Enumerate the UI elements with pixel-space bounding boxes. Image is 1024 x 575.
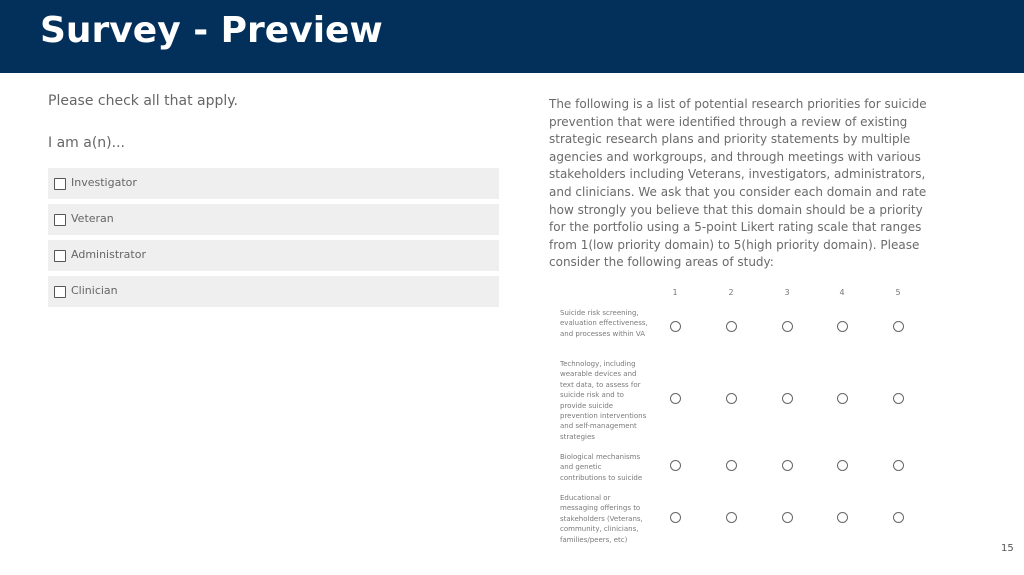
scale-label-5: 5	[895, 288, 901, 297]
checkbox-icon[interactable]	[54, 286, 66, 298]
radio-row4-4[interactable]	[837, 512, 848, 523]
radio-row2-5[interactable]	[893, 393, 904, 404]
scale-label-3: 3	[784, 288, 790, 297]
option-label: Clinician	[71, 284, 118, 297]
radio-row4-2[interactable]	[726, 512, 737, 523]
radio-row1-2[interactable]	[726, 321, 737, 332]
radio-row2-3[interactable]	[782, 393, 793, 404]
option-label: Investigator	[71, 176, 137, 189]
radio-row3-3[interactable]	[782, 460, 793, 471]
row-label-biological: Biological mechanisms and genetic contributions to suicide	[560, 453, 643, 482]
radio-row2-4[interactable]	[837, 393, 848, 404]
checkbox-icon[interactable]	[54, 250, 66, 262]
scale-label-2: 2	[728, 288, 734, 297]
option-veteran[interactable]	[48, 204, 499, 235]
scale-label-1: 1	[672, 288, 678, 297]
radio-row1-1[interactable]	[670, 321, 681, 332]
option-label: Administrator	[71, 248, 146, 261]
radio-row4-1[interactable]	[670, 512, 681, 523]
question-text: I am a(n)...	[48, 135, 125, 151]
row-label-technology: Technology, including wearable devices and text data, to assess for suicide risk and to provide suicide prevention interventions and self-management strategies	[560, 360, 647, 441]
option-clinician[interactable]	[48, 276, 499, 307]
intro-paragraph: The following is a list of potential research priorities for suicide prevention that were identified through a review of existing strategic research plans and priority statements by multiple agencies and workgroups, and through meetings with various stakeholders including Veterans, investigators, administrators, and clinicians. We ask that you consider each domain and rate how strongly you believe that this domain should be a priority for the portfolio using a 5-point Likert rating scale that ranges from 1(low priority domain) to 5(high priority domain). Please consider the following areas of study:	[549, 97, 927, 270]
radio-row1-3[interactable]	[782, 321, 793, 332]
row-label-educational: Educational or messaging offerings to stakeholders (Veterans, community, clinicians, families/peers, etc)	[560, 494, 643, 544]
option-administrator[interactable]	[48, 240, 499, 271]
row-label-screening: Suicide risk screening, evaluation effectiveness, and processes within VA	[560, 309, 648, 338]
checkbox-icon[interactable]	[54, 178, 66, 190]
slide-header	[0, 0, 1024, 73]
option-investigator[interactable]	[48, 168, 499, 199]
scale-label-4: 4	[839, 288, 845, 297]
checkbox-icon[interactable]	[54, 214, 66, 226]
instructions-text: Please check all that apply.	[48, 93, 238, 109]
radio-row3-2[interactable]	[726, 460, 737, 471]
option-label: Veteran	[71, 212, 114, 225]
radio-row2-1[interactable]	[670, 393, 681, 404]
radio-row4-3[interactable]	[782, 512, 793, 523]
radio-row1-5[interactable]	[893, 321, 904, 332]
radio-row3-1[interactable]	[670, 460, 681, 471]
page-number: 15	[1001, 543, 1014, 554]
radio-row4-5[interactable]	[893, 512, 904, 523]
radio-row3-4[interactable]	[837, 460, 848, 471]
page-title: Survey - Preview	[40, 10, 383, 51]
radio-row2-2[interactable]	[726, 393, 737, 404]
radio-row3-5[interactable]	[893, 460, 904, 471]
radio-row1-4[interactable]	[837, 321, 848, 332]
